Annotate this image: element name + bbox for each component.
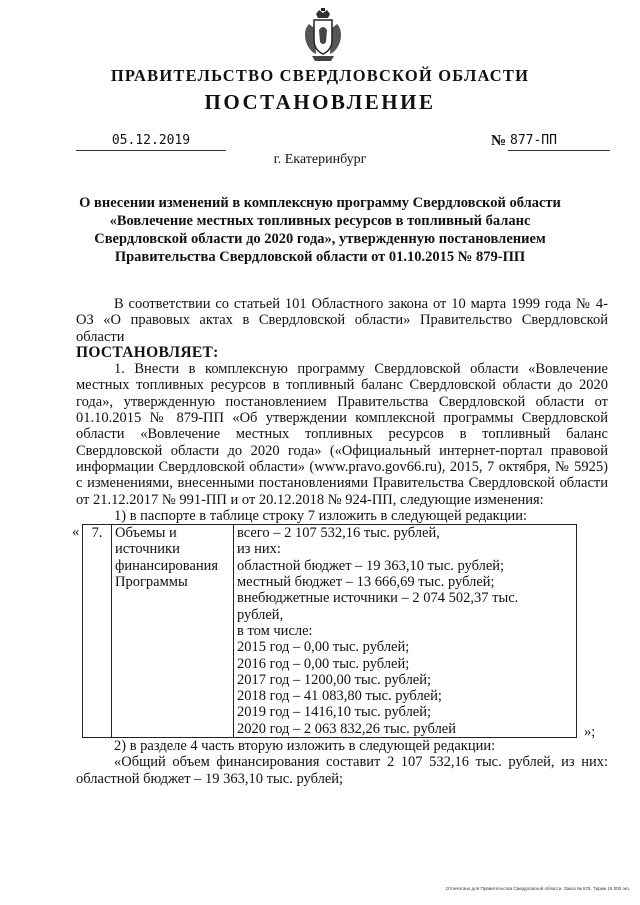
row-label-cell	[112, 525, 234, 738]
label-line: Программы	[115, 574, 188, 591]
document-date: 05.12.2019	[76, 133, 226, 151]
document-title	[76, 194, 564, 266]
document-city: г. Екатеринбург	[273, 152, 367, 167]
quoted-text-paragraph: «Общий объем финансирования составит 2 107 532,16 тыс. рублей, из них: областной бюджет – 19 363,10 тыс. рублей;	[76, 754, 608, 787]
passport-table	[82, 524, 577, 738]
value-line: местный бюджет – 13 666,69 тыс. рублей;	[237, 574, 495, 591]
value-line: всего – 2 107 532,16 тыс. рублей,	[237, 525, 440, 542]
print-footnote: Отпечатано для Правительства Свердловской области. Заказ № 575. Тираж 16 000 экз.	[445, 886, 630, 891]
passport-table-wrapper	[72, 524, 608, 740]
document-number: 877-ПП	[508, 133, 610, 151]
value-line: внебюджетные источники – 2 074 502,37 тыс.	[237, 590, 519, 607]
title-line: Свердловской области до 2020 года», утвержденную постановлением	[94, 231, 546, 247]
subitem-2-paragraph: 2) в разделе 4 часть вторую изложить в следующей редакции:	[114, 738, 496, 755]
resolves-heading: ПОСТАНОВЛЯЕТ:	[76, 343, 219, 361]
title-line: «Вовлечение местных топливных ресурсов в топливный баланс	[109, 213, 531, 229]
value-line: 2015 год – 0,00 тыс. рублей;	[237, 639, 410, 656]
value-line: 2019 год – 1416,10 тыс. рублей;	[237, 704, 432, 721]
table-row	[83, 525, 577, 738]
number-sign: №	[491, 133, 507, 149]
government-name: ПРАВИТЕЛЬСТВО СВЕРДЛОВСКОЙ ОБЛАСТИ	[110, 66, 530, 85]
document-body	[72, 296, 608, 787]
row-number-cell: 7.	[83, 525, 112, 738]
table-open-quote: «	[72, 524, 80, 541]
label-line: источники	[115, 541, 180, 558]
title-line: Правительства Свердловской области от 01.10.2015 № 879-ПП	[114, 249, 526, 265]
value-line: областной бюджет – 19 363,10 тыс. рублей;	[237, 557, 505, 574]
coat-of-arms-emblem	[300, 8, 346, 64]
item-1-paragraph: 1. Внести в комплексную программу Свердловской области «Вовлечение местных топливных ресурсов в топливный баланс Свердловской области до 2020 года», утвержденную постановлением Правительства Свердловской области от 01.10.2015 № 879-ПП «Об утверждении комплексной программы Свердловской области «Вовлечение местных топливных ресурсов в топливный баланс Свердловской области до 2020 года» («Официальный интернет-портал правовой информации Свердловской области» (www.pravo.gov66.ru), 2015, 7 октября, № 5925) с изменениями, внесенными постановлениями Правительства Свердловской области от 21.12.2017 № 991-ПП и от 20.12.2018 № 924-ПП, следующие изменения:	[76, 361, 608, 508]
subitem-1-paragraph: 1) в паспорте в таблице строку 7 изложить в следующей редакции:	[114, 507, 528, 524]
value-line: 2018 год – 41 083,80 тыс. рублей;	[237, 688, 442, 705]
row-value-cell	[234, 525, 577, 738]
table-close-quote: »;	[584, 723, 596, 740]
title-line: О внесении изменений в комплексную программу Свердловской области	[79, 195, 561, 211]
value-line: 2020 год – 2 063 832,26 тыс. рублей	[237, 720, 457, 737]
value-line: в том числе:	[237, 622, 313, 639]
value-line: 2016 год – 0,00 тыс. рублей;	[237, 655, 410, 672]
value-line: из них:	[237, 541, 281, 558]
value-line: рублей,	[237, 606, 284, 623]
value-line: 2017 год – 1200,00 тыс. рублей;	[237, 671, 432, 688]
label-line: Объемы и	[115, 525, 177, 542]
label-line: финансирования	[115, 557, 219, 574]
preamble-paragraph: В соответствии со статьей 101 Областного закона от 10 марта 1999 года № 4-ОЗ «О правовых актах в Свердловской области» Правительство Свердловской области	[76, 296, 608, 345]
document-type: ПОСТАНОВЛЕНИЕ	[204, 90, 436, 114]
